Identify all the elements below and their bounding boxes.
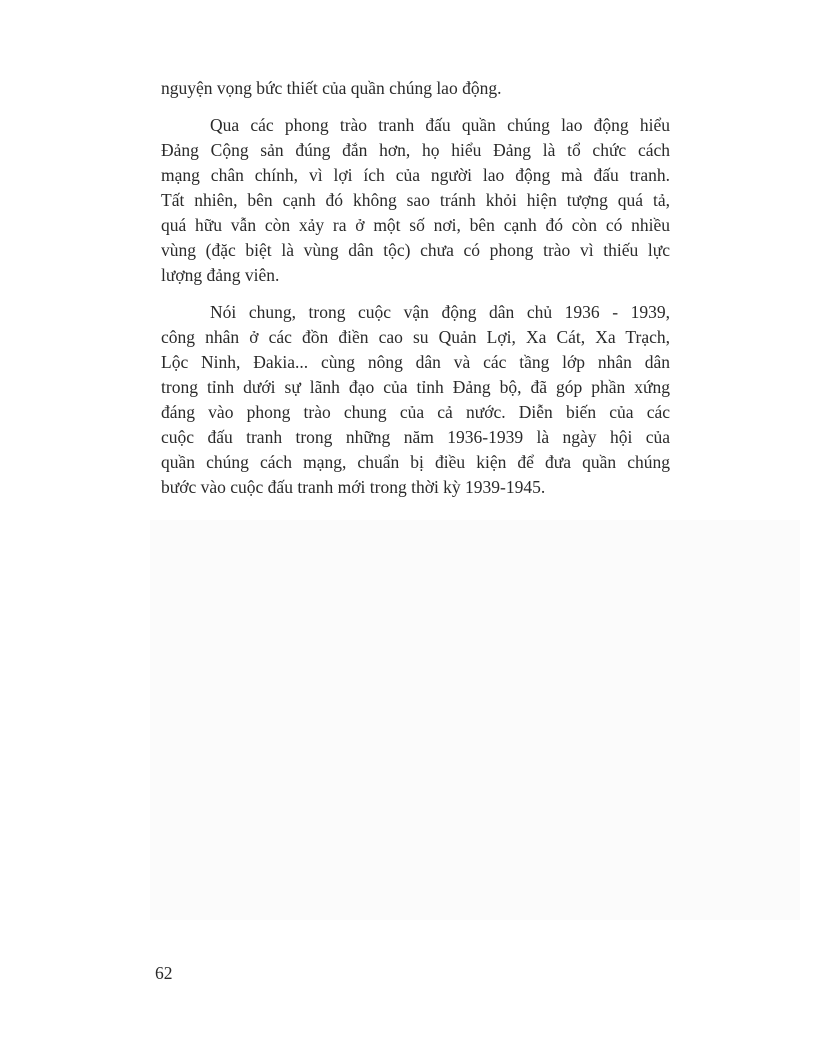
paragraph-2-line-1: Nói chung, trong cuộc vận động dân chủ 1936 - 1939, [210,302,670,322]
paragraph-2-line-3: Lộc Ninh, Đakia... cùng nông dân và các tầng lớp nhân dân [161,352,670,372]
paragraph-2-line-2: công nhân ở các đồn điền cao su Quản Lợi, Xa Cát, Xa Trạch, [161,327,670,347]
paragraph-2-line-7: quần chúng cách mạng, chuẩn bị điều kiện để đưa quần chúng [161,452,670,472]
paragraph-spacer [161,101,670,113]
paragraph-1-line-4: Tất nhiên, bên cạnh đó không sao tránh khỏi hiện tượng quá tả, [161,190,670,210]
body-text [161,76,670,500]
paragraph-1-line-5: quá hữu vẫn còn xảy ra ở một số nơi, bên cạnh đó còn có nhiều [161,215,670,235]
paragraph-2 [161,300,670,500]
paragraph-2-line-6: cuộc đấu tranh trong những năm 1936-1939 là ngày hội của [161,427,670,447]
paragraph-1-line-2: Đảng Cộng sản đúng đắn hơn, họ hiểu Đảng là tổ chức cách [161,140,670,160]
paragraph-1-line-1: Qua các phong trào tranh đấu quần chúng lao động hiểu [210,115,670,135]
paragraph-2-line-4: trong tỉnh dưới sự lãnh đạo của tỉnh Đảng bộ, đã góp phần xứng [161,377,670,397]
paragraph-1-line-3: mạng chân chính, vì lợi ích của người lao động mà đấu tranh. [161,165,670,185]
paragraph-2-line-8: bước vào cuộc đấu tranh mới trong thời kỳ 1939-1945. [161,477,546,497]
scan-shading [150,520,800,920]
paragraph-2-line-5: đáng vào phong trào chung của cả nước. Diễn biến của các [161,402,670,422]
paragraph-1-line-7: lượng đảng viên. [161,265,280,285]
page-number: 62 [155,963,173,983]
paragraph-spacer [161,288,670,300]
paragraph-1-line-6: vùng (đặc biệt là vùng dân tộc) chưa có phong trào vì thiếu lực [161,240,670,260]
opening-line: nguyện vọng bức thiết của quần chúng lao động. [161,78,502,98]
paragraph-1 [161,113,670,288]
